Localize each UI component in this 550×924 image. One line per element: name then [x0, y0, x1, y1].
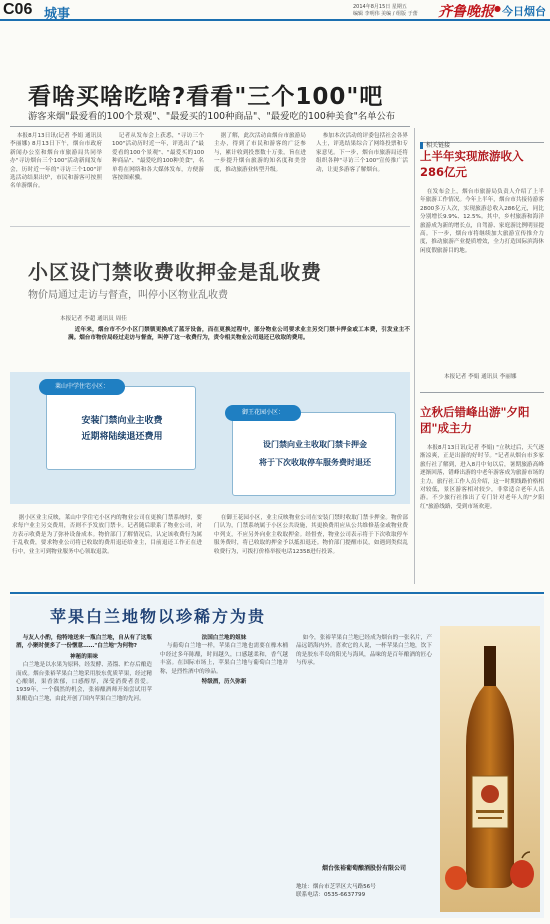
lead-subhead: 游客来烟"最爱看的100个景观"、"最爱买的100种商品"、"最爱吃的100种美食"名单公布 — [28, 111, 396, 122]
callout-right-label: 御王花园小区： — [241, 409, 284, 416]
ad-company: 烟台张裕葡萄酿酒股份有限公司 — [321, 865, 406, 872]
ad-phone: 联系电话：0535-6637799 — [296, 892, 366, 898]
second-intro: 近年来，烟台市不少小区门禁锁更换成了蓝牙设备，而在更换过程中，部分物业公司要求业主另交门禁卡押金或工本费，引发业主不满。烟台市物价局经过走访与督查，叫停了这一收费行为，责令相关物业公司退还已收取的费用。 — [68, 327, 410, 342]
bottom-headline: 苹果白兰地物以珍稀方为贵 — [50, 607, 267, 626]
brand-suffix: 今日烟台 — [502, 5, 546, 18]
bottom-story-rule — [10, 592, 544, 594]
brand-dot: ● — [494, 4, 501, 13]
lead-rule — [10, 126, 410, 127]
section-name: 城事 — [44, 7, 71, 22]
second-byline: 本报记者 李超 通讯员 周佳 — [60, 316, 127, 322]
brand-logo: 齐鲁晚报 — [438, 4, 494, 20]
sidebar-top-headline: 上半年实现旅游收入286亿元 — [420, 149, 524, 179]
bottom-story-box — [10, 596, 544, 918]
callout-right-line2: 将于下次收取停车服务费时退还 — [259, 458, 371, 467]
second-story-rule — [10, 226, 410, 227]
callout-left-line1: 安装门禁向业主收费 — [81, 416, 163, 426]
sidebar-related-box — [420, 132, 544, 386]
bottom-subtitle-2: 法国白兰地的姐妹 — [201, 635, 247, 641]
second-headline: 小区设门禁收费收押金是乱收费 — [28, 260, 322, 284]
page-header — [0, 0, 550, 22]
lead-column-3: 据了解，此次活动由烟台市旅游局主办，得到了市民和游客的广泛参与，累计收到投票数十万张，旨在进一步提升烟台旅游的知名度和美誉度，推动旅游业转型升级。 — [214, 133, 306, 173]
lead-column-4: 参加本次活动的评委包括社会各界人士，评选结果综合了网络投票和专家意见。下一步，烟台市旅游局还将组织各种"寻访三个100"宣传推广活动，让更多游客了解烟台。 — [316, 133, 408, 173]
second-subhead: 物价局通过走访与督查，叫停小区物业乱收费 — [28, 290, 228, 301]
ad-address: 地址：烟台市芝罘区大马路56号 — [296, 884, 376, 890]
lead-column-2: 记者从发布会上获悉，"寻访三个100"活动历时近一年，评选出了"最爱看的100个景观"、"最爱买的100种商品"、"最爱吃的100种美食"，名单将在网络和各大媒体发布，方便游客按图索骥。 — [112, 133, 204, 182]
sidebar-kicker — [420, 132, 544, 149]
callout-left-line2: 近期将陆续退还费用 — [81, 432, 163, 442]
sidebar-divider — [420, 392, 544, 393]
second-body-right: 在御王花园小区，业主反映物业公司在安装门禁时收取门禁卡押金。物价部门认为，门禁系统属于小区公共设施，其更换费用应从公共维修基金或物业费中列支，不应另外向业主收取押金。经督查，物业公司表示将于下次收取停车服务费时，将已收取的押金予以抵扣退还。物价部门提醒市民，如遇到类似乱收费行为，可拨打价格举报电话12358进行投诉。 — [214, 515, 408, 555]
callout-right-line1: 设门禁向业主收取门禁卡押金 — [263, 440, 367, 449]
lead-headline: 看啥买啥吃啥?看看"三个100"吧 — [28, 84, 384, 110]
bottom-column-2: 法国白兰地的姐妹 与葡萄白兰地一样，苹果白兰地也需要在橡木桶中经过多年陈酿，时间越久，口感越柔和，香气越丰富。在国际市场上，苹果白兰地与葡萄白兰地并称，是烈性酒中的珍品。 特级酒，历久弥新 — [160, 635, 288, 686]
bottom-column-3: 如今，张裕苹果白兰地已经成为烟台的一张名片，产品远销海内外。喜欢它的人说，一杯苹果白兰地，饮下的是胶东半岛的阳光与海风，品味的是百年酿酒的匠心与传承。 — [296, 635, 432, 667]
sidebar-top-byline: 本报记者 李娟 通讯员 李丽娜 — [444, 374, 517, 380]
lead-column-1: 本报8月13日讯(记者 李娟 通讯员 李丽娜) 8月13日下午，烟台市政府新闻办公室和烟台市旅游局共同举办"寻访烟台三个100"活动新闻发布会，历时近一年的"寻访三个100"评选活动结果出炉，市民和游客可按照名单游烟台。 — [10, 133, 102, 190]
bottom-subtitle-3: 特级酒，历久弥新 — [201, 679, 247, 686]
sidebar-kicker-label: 相关链接 — [420, 142, 450, 149]
editors-line: 编辑 李明伟 美编 / 组版 于蕾 — [353, 11, 418, 17]
callout-card-right — [232, 409, 396, 496]
bottom-subtitle-1: 神秘的果味 — [70, 653, 98, 660]
sidebar-top-body: 在发布会上，烟台市旅游局负责人介绍了上半年旅游工作情况。今年上半年，烟台市共接待游客2800多万人次，实现旅游总收入286亿元，同比分别增长9.9%、12.5%。其中，乡村旅游和海洋旅游成为新的增长点，自驾游、家庭游比例明显提高。下一步，烟台市将继续加大旅游宣传推介力度，推动旅游产业提质增效，全力打造国际滨海休闲度假旅游目的地。 — [420, 189, 544, 254]
date-line: 2014年8月15日 星期五 — [353, 4, 407, 10]
callout-left-label: 莱山中学住宅小区： — [54, 383, 109, 390]
callout-left-tag — [39, 379, 125, 395]
bottom-column-1: 与友人小酌，他特地送来一瓶白兰地，自从有了这瓶酒，小聚时便多了一份惬意……"白兰地"为何物? 神秘的果味 白兰地是以水果为原料，经发酵、蒸馏、贮存后酿造而成。烟台张裕苹果白兰地采用胶东优质苹果，经过精心酿制，果香浓郁，口感醇厚，深受消费者喜爱。1939年，一个偶然的机会，张裕酿酒师开始尝试用苹果酿造白兰地，由此开创了国内苹果白兰地的先河。 — [16, 635, 152, 702]
product-photo — [440, 626, 540, 912]
callout-band — [10, 372, 410, 504]
page-code: C06 — [3, 1, 33, 18]
callout-card-left — [46, 383, 196, 470]
second-body-left: 据小区业主反映，莱山中学住宅小区内的物业公司在更换门禁系统时，要求每户业主另交费用，否则不予发放门禁卡。记者随后联系了物业公司，对方表示收费是为了弥补设备成本。物价部门了解情况后，认定该收费行为属于乱收费，要求物业公司将已收取的费用退还给业主，目前退还工作正在进行中，业主可到物业服务中心领取退款。 — [12, 515, 202, 555]
brandy-bottle-image — [440, 626, 540, 912]
bottom-ad-block — [296, 864, 432, 912]
main-sidebar-divider — [414, 128, 415, 584]
sidebar-bottom-headline: 立秋后错峰出游"夕阳团"成主力 — [420, 405, 530, 435]
callout-right-tag — [225, 405, 301, 421]
sidebar-bottom-body: 本报8月13日讯(记者 李娟) "立秋过后，天气逐渐凉爽，正是出游的好时节。"记者从烟台市多家旅行社了解到，进入8月中旬以后，暑期旅游高峰逐渐回落，错峰出游的中老年游客成为旅游市场的主力。旅行社工作人员介绍，这一时期线路价格相对较低，景区游客相对较少，非常适合老年人出游。不少旅行社推出了专门针对老年人的"夕阳红"旅游线路，受到市场欢迎。 — [420, 445, 544, 510]
